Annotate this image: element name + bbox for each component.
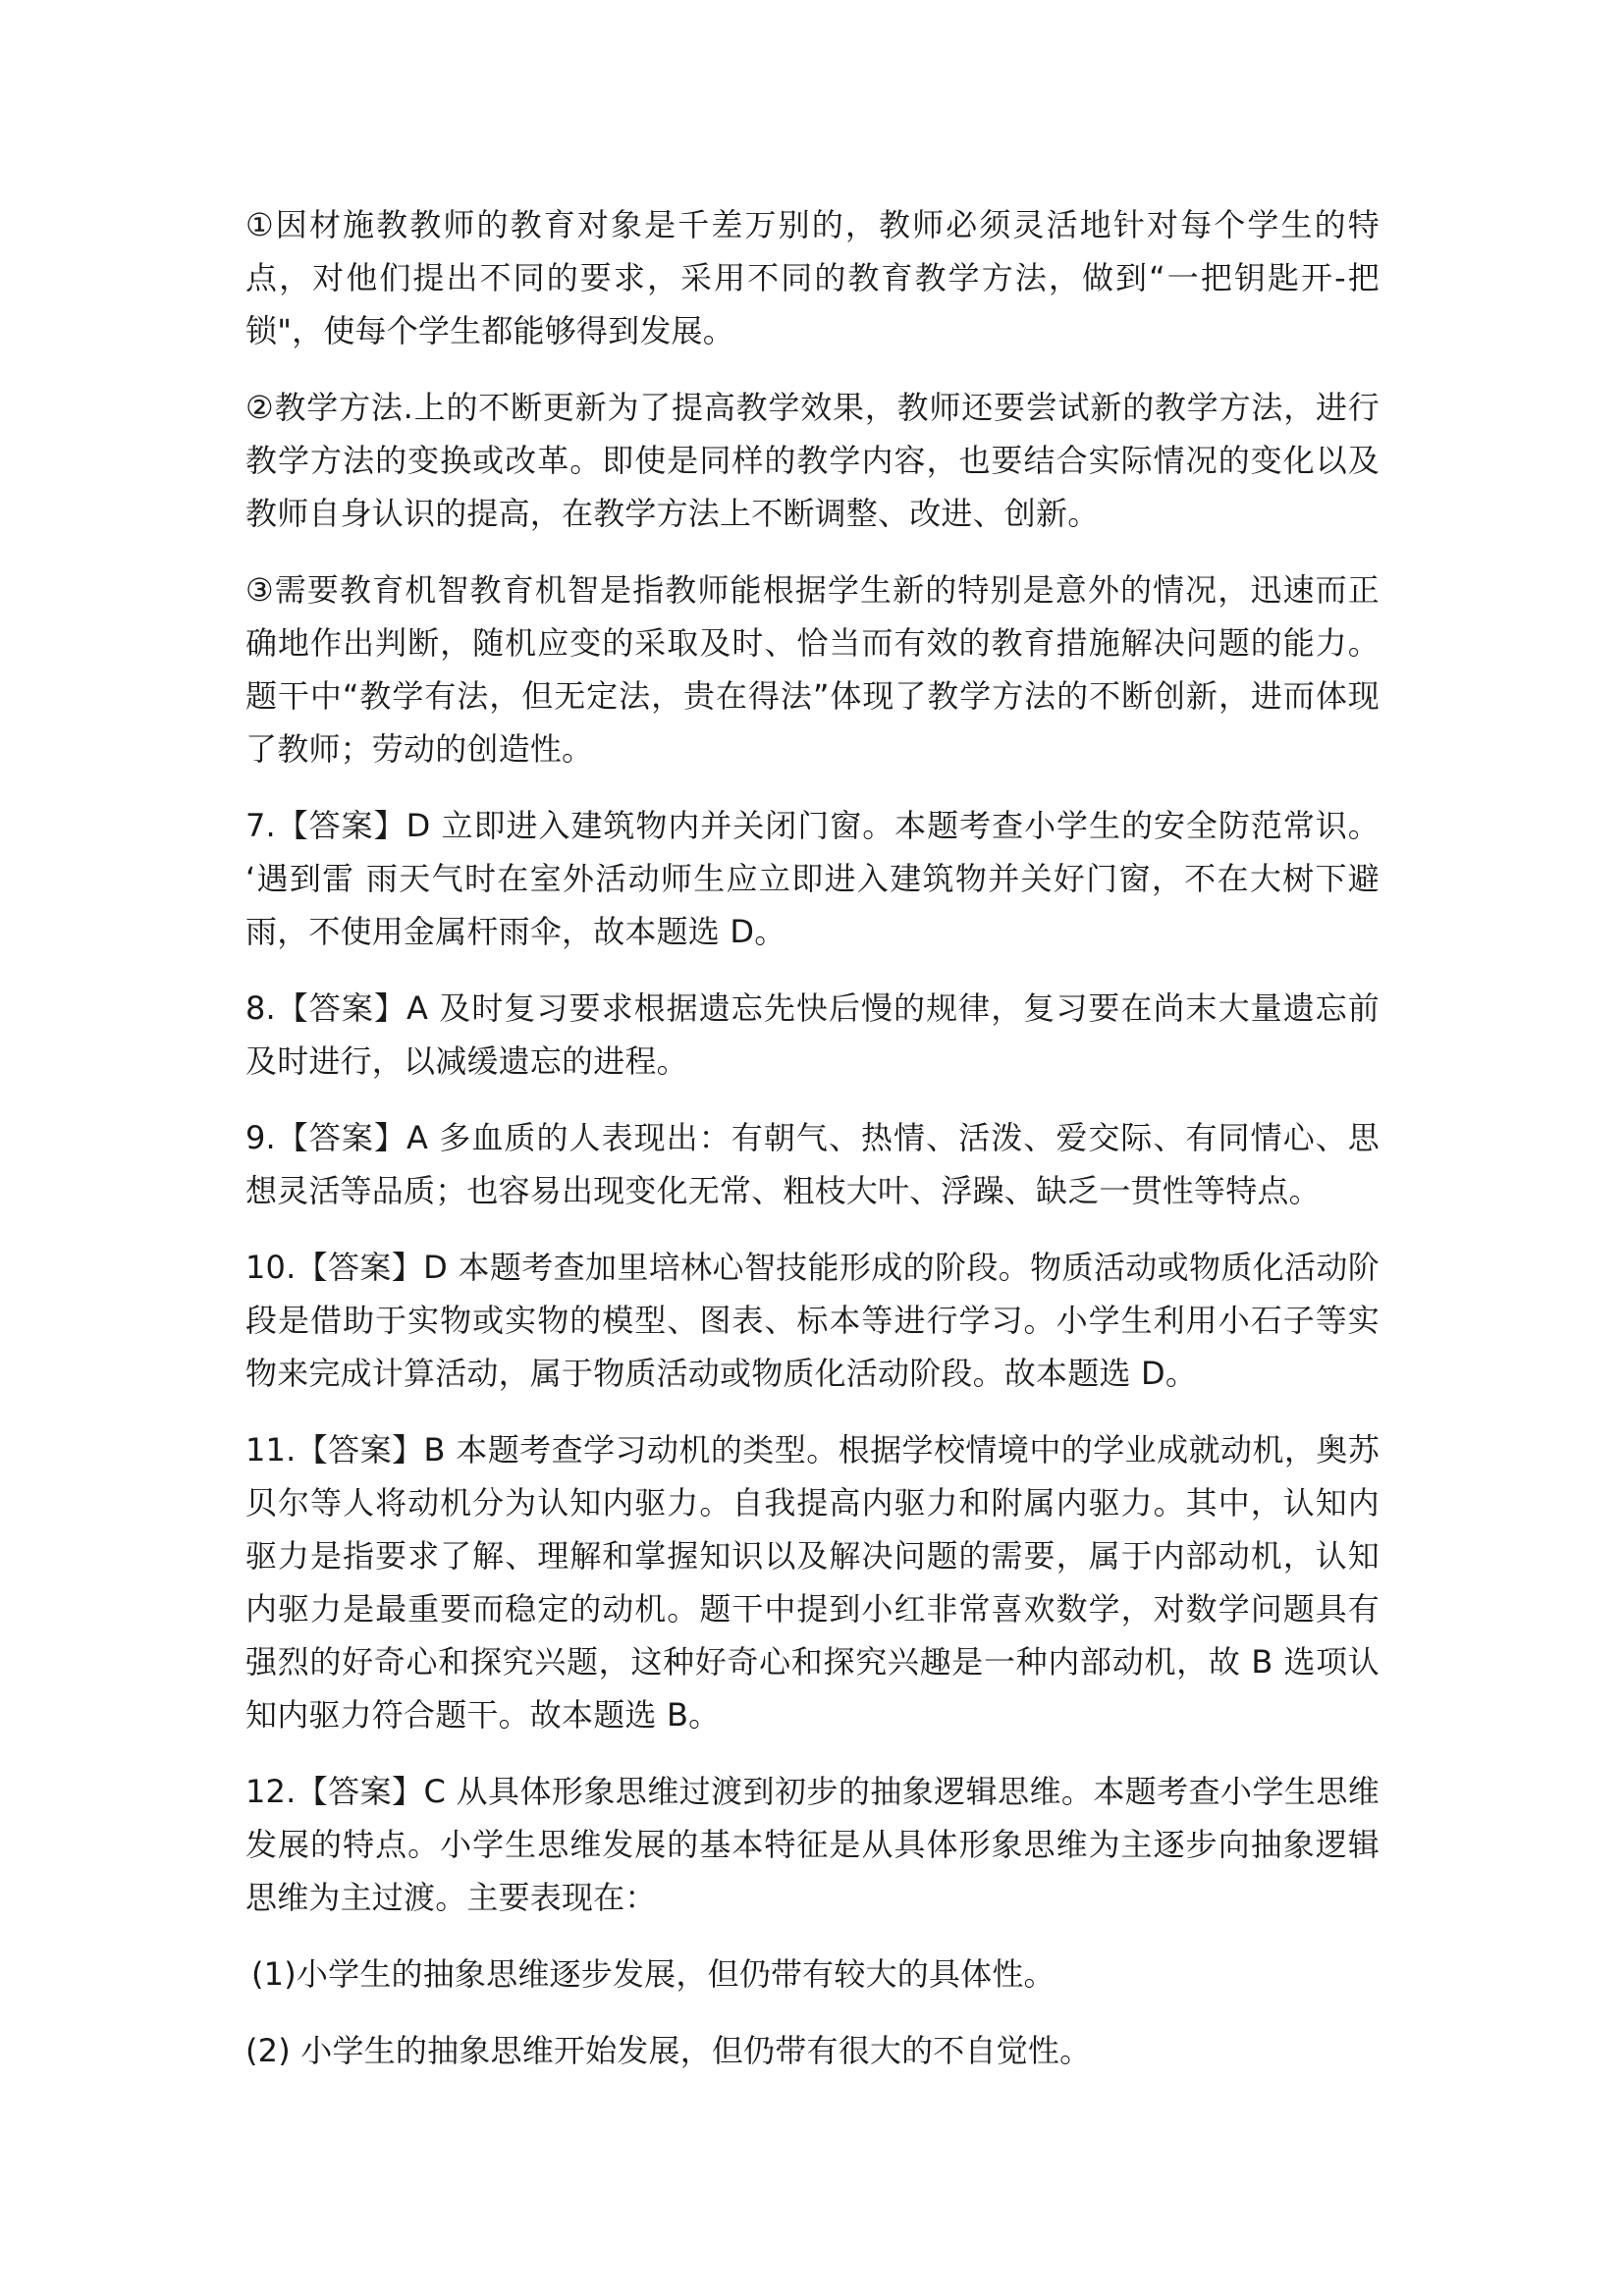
paragraph-method-renewal: ②教学方法.上的不断更新为了提高教学效果，教师还要尝试新的教学方法，进行教学方法的变换或改革。即使是同样的教学内容，也要结合实际情况的变化以及教师自身认识的提高，在教学方法上不断调整、改进、创新。	[245, 389, 1380, 532]
paragraph-educational-wit: ③需要教育机智教育机智是指教师能根据学生新的特别是意外的情况，迅速而正确地作出判断，随机应变的采取及时、恰当而有效的教育措施解决问题的能力。题干中“教学有法，但无定法，贵在得法”体现了教学方法的不断创新，进而体现了教师；劳动的创造性。	[245, 571, 1380, 768]
answer-11: 11.【答案】B 本题考查学习动机的类型。根据学校情境中的学业成就动机，奥苏贝尔等人将动机分为认知内驱力。自我提高内驱力和附属内驱力。其中，认知内驱力是指要求了解、理解和掌握知识以及解决问题的需要，属于内部动机，认知内驱力是最重要而稳定的动机。题干中提到小红非常喜欢数学，对数学问题具有强烈的好奇心和探究兴题，这种好奇心和探究兴趣是一种内部动机，故 B 选项认知内驱力符合题干。故本题选 B。	[245, 1431, 1380, 1734]
answer-9: 9.【答案】A 多血质的人表现出：有朝气、热情、活泼、爱交际、有同情心、思想灵活等品质；也容易出现变化无常、粗枝大叶、浮躁、缺乏一贯性等特点。	[245, 1119, 1380, 1209]
document-page	[245, 198, 1380, 2101]
list-item-1: (1)小学生的抽象思维逐步发展，但仍带有较大的具体性。	[251, 1955, 1056, 1993]
answer-8: 8.【答案】A 及时复习要求根据遗忘先快后慢的规律，复习要在尚末大量遗忘前及时进行，以减缓遗忘的进程。	[245, 989, 1380, 1080]
answer-7: 7.【答案】D 立即进入建筑物内并关闭门窗。本题考查小学生的安全防范常识。 ‘遇到雷 雨天气时在室外活动师生应立即进入建筑物并关好门窗，不在大树下避雨，不使用金属杆雨伞，故本题选 D。	[245, 807, 1380, 950]
paragraph-teaching-by-aptitude: ①因材施教教师的教育对象是千差万别的，教师必须灵活地针对每个学生的特点，对他们提出不同的要求，采用不同的教育教学方法，做到“一把钥匙开-把锁"，使每个学生都能够得到发展。	[245, 206, 1380, 349]
list-item-2: (2) 小学生的抽象思维开始发展，但仍带有很大的不自觉性。	[245, 2032, 1092, 2069]
answer-12: 12.【答案】C 从具体形象思维过渡到初步的抽象逻辑思维。本题考查小学生思维发展的特点。小学生思维发展的基本特征是从具体形象思维为主逐步向抽象逻辑思维为主过渡。主要表现在：	[245, 1773, 1380, 1916]
answer-10: 10.【答案】D 本题考查加里培林心智技能形成的阶段。物质活动或物质化活动阶段是借助于实物或实物的模型、图表、标本等进行学习。小学生利用小石子等实物来完成计算活动，属于物质活动或物质化活动阶段。故本题选 D。	[245, 1249, 1380, 1392]
